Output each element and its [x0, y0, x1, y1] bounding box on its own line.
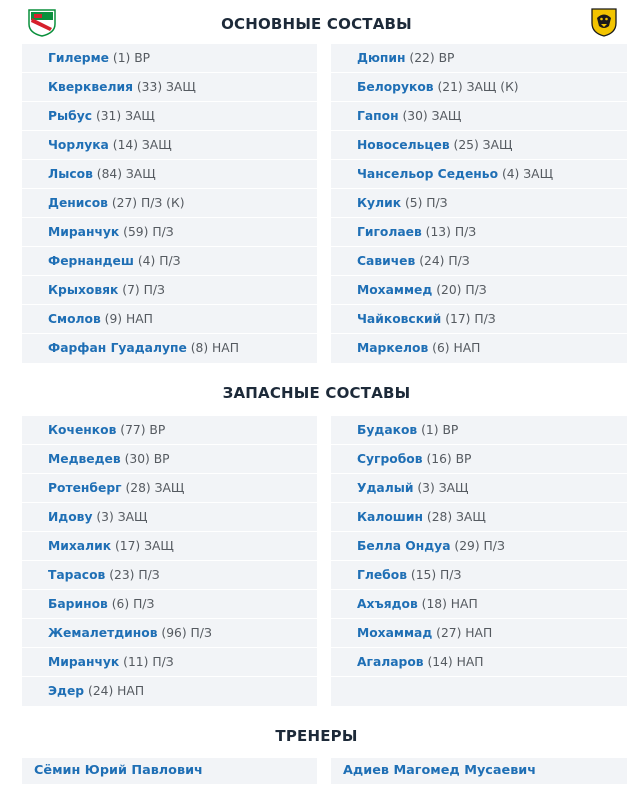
player-name-link[interactable]: Сугробов [357, 452, 423, 466]
starters-header [0, 0, 633, 44]
player-number-position: (5) П/З [401, 196, 448, 210]
player-row [331, 247, 627, 276]
player-row [331, 648, 627, 677]
player-name-link[interactable]: Миранчук [48, 655, 120, 669]
player-name-link[interactable]: Кулик [357, 196, 402, 210]
player-number-position: (25) ЗАЩ [449, 138, 513, 152]
player-number-position: (20) П/З [432, 283, 487, 297]
player-number-position: (31) ЗАЩ [92, 109, 155, 123]
player-row [22, 334, 317, 363]
player-number-position: (9) НАП [100, 312, 153, 326]
home-coach-name[interactable]: Сёмин Юрий Павлович [22, 758, 317, 784]
player-number-position: (33) ЗАЩ [132, 80, 196, 94]
player-row [331, 334, 627, 363]
player-number-position: (18) НАП [417, 597, 478, 611]
player-number-position: (17) П/З [441, 312, 496, 326]
player-row [22, 131, 317, 160]
player-name-link[interactable]: Калошин [357, 510, 423, 524]
player-row [22, 619, 317, 648]
player-name-link[interactable]: Михалик [48, 539, 112, 553]
subs-home-list [22, 416, 317, 706]
coaches-row [0, 758, 633, 784]
player-row [22, 247, 317, 276]
player-row [22, 102, 317, 131]
subs-title: ЗАПАСНЫЕ СОСТАВЫ [222, 384, 411, 402]
player-name-link[interactable]: Баринов [48, 597, 108, 611]
player-number-position: (3) ЗАЩ [413, 481, 469, 495]
player-row [331, 305, 627, 334]
player-name-link[interactable]: Савичев [357, 254, 416, 268]
player-row [22, 590, 317, 619]
player-name-link[interactable]: Дюпин [357, 51, 406, 65]
player-name-link[interactable]: Медведев [48, 452, 121, 466]
player-name-link[interactable]: Тарасов [48, 568, 106, 582]
player-number-position: (29) П/З [450, 539, 505, 553]
player-number-position: (7) П/З [118, 283, 165, 297]
player-row [22, 160, 317, 189]
player-name-link[interactable]: Чансельор Седеньо [357, 167, 499, 181]
player-name-link[interactable]: Чайковский [357, 312, 442, 326]
player-name-link[interactable]: Будаков [357, 423, 418, 437]
player-row [22, 474, 317, 503]
away-coach-name[interactable]: Адиев Магомед Мусаевич [331, 758, 627, 784]
player-number-position: (28) ЗАЩ [422, 510, 486, 524]
player-row [331, 590, 627, 619]
player-number-position: (14) ЗАЩ [108, 138, 172, 152]
player-name-link[interactable]: Кверквелия [48, 80, 133, 94]
player-name-link[interactable]: Новосельцев [357, 138, 450, 152]
player-row [331, 73, 627, 102]
player-number-position: (96) П/З [157, 626, 212, 640]
player-row [331, 416, 627, 445]
subs-header [0, 363, 633, 416]
player-number-position: (4) ЗАЩ [498, 167, 554, 181]
starters-away-list [331, 44, 627, 363]
player-name-link[interactable]: Идову [48, 510, 93, 524]
player-row [22, 218, 317, 247]
player-number-position: (6) НАП [428, 341, 481, 355]
player-name-link[interactable]: Белоруков [357, 80, 434, 94]
player-number-position: (30) ЗАЩ [398, 109, 462, 123]
player-name-link[interactable]: Мохаммед [357, 283, 433, 297]
player-row [22, 532, 317, 561]
player-name-link[interactable]: Фернандеш [48, 254, 134, 268]
player-row [22, 677, 317, 706]
coaches-title: ТРЕНЕРЫ [275, 727, 358, 745]
player-number-position: (8) НАП [186, 341, 239, 355]
player-name-link[interactable]: Эдер [48, 684, 85, 698]
player-number-position: (14) НАП [423, 655, 484, 669]
player-row [22, 503, 317, 532]
player-name-link[interactable]: Гапон [357, 109, 399, 123]
player-name-link[interactable]: Гилерме [48, 51, 109, 65]
player-name-link[interactable]: Жемалетдинов [48, 626, 158, 640]
player-name-link[interactable]: Рыбус [48, 109, 93, 123]
player-number-position: (6) П/З [107, 597, 155, 611]
player-row [22, 416, 317, 445]
player-number-position: (27) П/З (К) [107, 196, 185, 210]
subs-lineup [0, 416, 633, 706]
player-number-position: (28) ЗАЩ [121, 481, 185, 495]
player-number-position: (22) ВР [405, 51, 455, 65]
coaches-header [0, 706, 633, 758]
player-name-link[interactable]: Мохаммад [357, 626, 433, 640]
player-row [22, 648, 317, 677]
player-number-position: (27) НАП [432, 626, 493, 640]
player-number-position: (4) П/З [133, 254, 181, 268]
player-row [331, 102, 627, 131]
player-number-position: (30) ВР [120, 452, 170, 466]
subs-away-list [331, 416, 627, 706]
player-row [22, 561, 317, 590]
player-row [331, 44, 627, 73]
starters-title: ОСНОВНЫЕ СОСТАВЫ [221, 15, 412, 33]
player-name-link[interactable]: Лысов [48, 167, 93, 181]
player-name-link[interactable]: Маркелов [357, 341, 429, 355]
player-number-position: (23) П/З [105, 568, 160, 582]
player-number-position: (15) П/З [407, 568, 462, 582]
player-number-position: (1) ВР [417, 423, 459, 437]
player-name-link[interactable]: Глебов [357, 568, 407, 582]
player-row [22, 445, 317, 474]
player-number-position: (59) П/З [119, 225, 174, 239]
player-number-position: (3) ЗАЩ [92, 510, 148, 524]
player-row [331, 131, 627, 160]
player-number-position: (17) ЗАЩ [111, 539, 174, 553]
player-number-position: (11) П/З [119, 655, 174, 669]
player-name-link[interactable]: Чорлука [48, 138, 109, 152]
starters-lineup [0, 44, 633, 363]
player-row [22, 276, 317, 305]
player-number-position: (1) ВР [109, 51, 151, 65]
player-row [22, 305, 317, 334]
player-name-link[interactable]: Гиголаев [357, 225, 422, 239]
player-row [331, 474, 627, 503]
player-name-link[interactable]: Смолов [48, 312, 101, 326]
player-number-position: (13) П/З [421, 225, 477, 239]
player-row [331, 561, 627, 590]
player-name-link[interactable]: Крыховяк [48, 283, 119, 297]
anzhi-logo-icon[interactable] [588, 6, 620, 38]
player-name-link[interactable]: Белла Ондуа [357, 539, 451, 553]
player-name-link[interactable]: Агаларов [357, 655, 424, 669]
player-row [331, 619, 627, 648]
player-number-position: (24) НАП [84, 684, 145, 698]
player-number-position: (16) ВР [422, 452, 472, 466]
player-row [22, 189, 317, 218]
player-name-link[interactable]: Коченков [48, 423, 117, 437]
player-name-link[interactable]: Миранчук [48, 225, 120, 239]
player-name-link[interactable]: Денисов [48, 196, 108, 210]
starters-home-list [22, 44, 317, 363]
player-row [331, 189, 627, 218]
player-row [331, 276, 627, 305]
player-number-position: (77) ВР [116, 423, 166, 437]
player-name-link[interactable]: Удалый [357, 481, 414, 495]
player-row [331, 445, 627, 474]
player-name-link[interactable]: Фарфан Гуадалупе [48, 341, 187, 355]
player-row [22, 44, 317, 73]
player-number-position: (24) П/З [415, 254, 470, 268]
player-row [331, 503, 627, 532]
player-row [331, 160, 627, 189]
player-row [22, 73, 317, 102]
player-number-position: (84) ЗАЩ [92, 167, 156, 181]
player-number-position: (21) ЗАЩ (К) [433, 80, 519, 94]
player-row [331, 532, 627, 561]
player-name-link[interactable]: Ротенберг [48, 481, 122, 495]
player-row [331, 218, 627, 247]
player-name-link[interactable]: Ахъядов [357, 597, 418, 611]
empty-row [331, 677, 627, 706]
